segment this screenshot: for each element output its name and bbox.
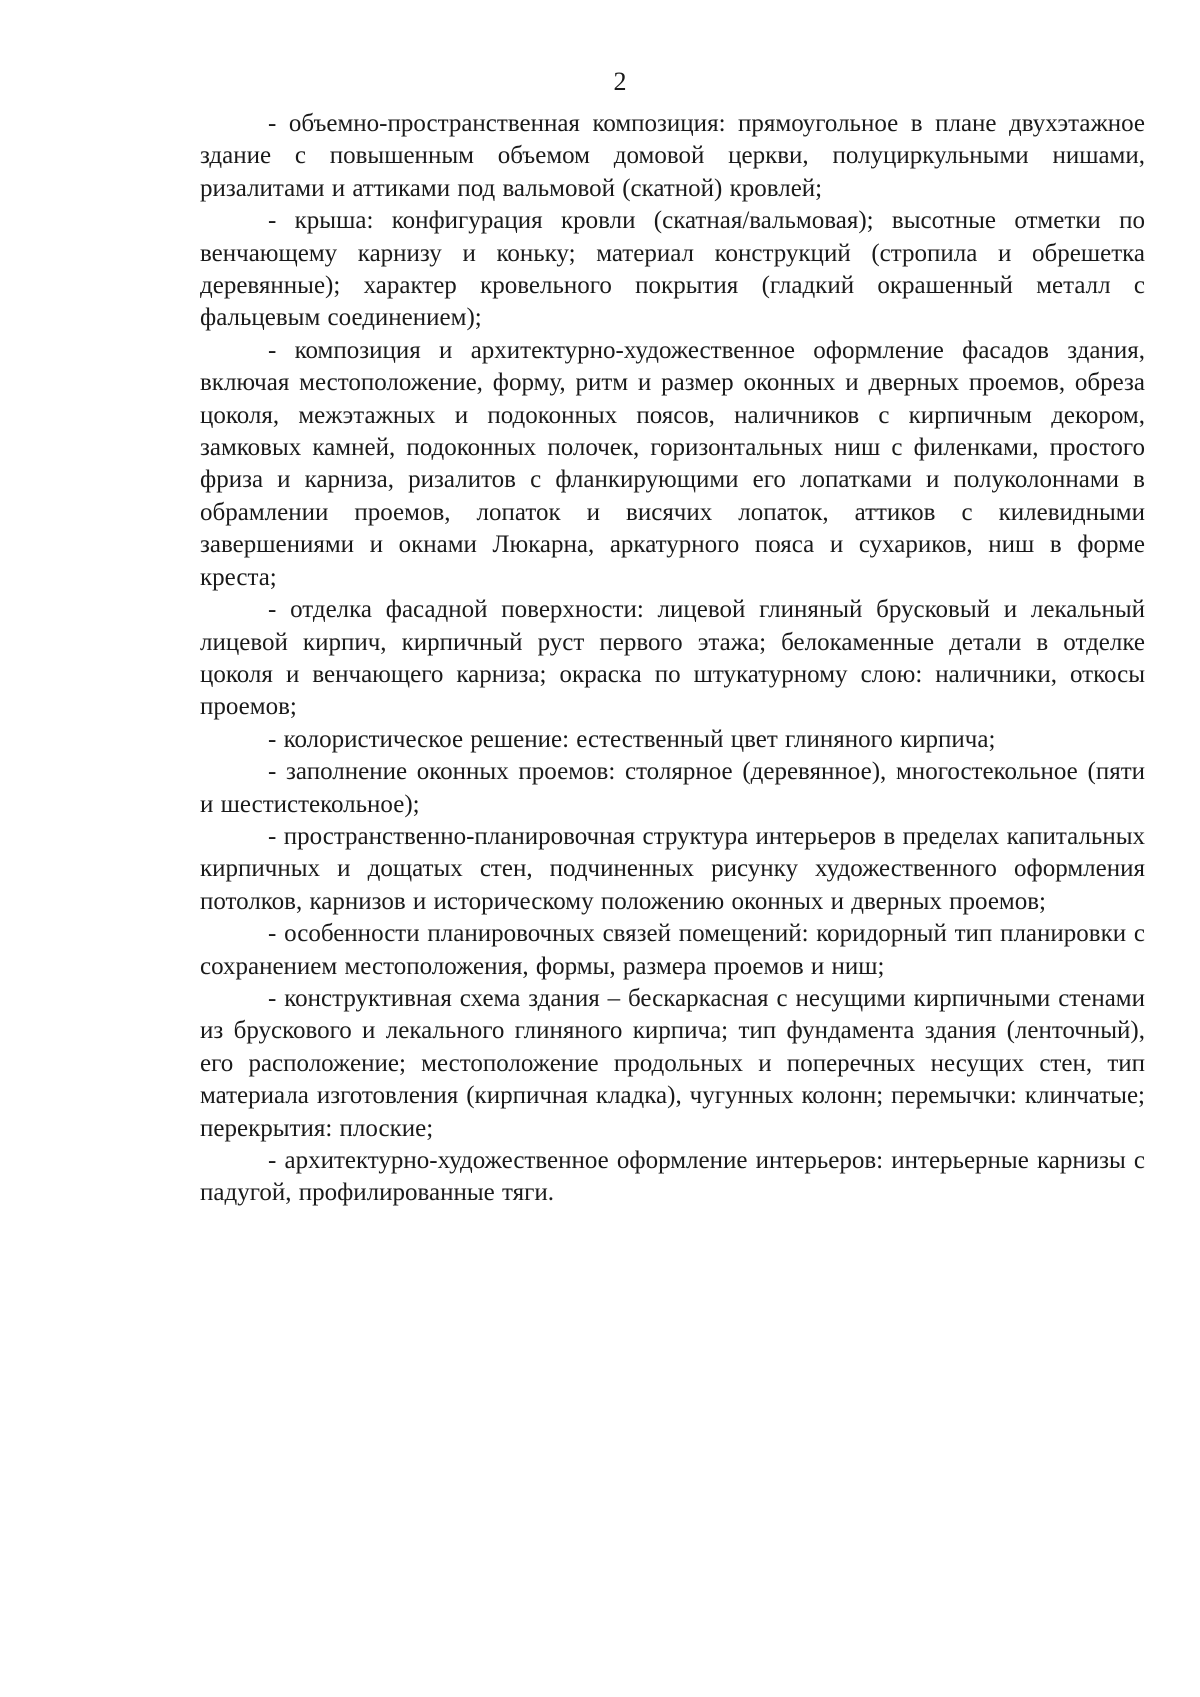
paragraph-window-filling: - заполнение оконных проемов: столярное (деревянное), многостекольное (пяти и шестистекольное);	[200, 758, 1145, 818]
paragraph-planning-links: - особенности планировочных связей помещений: коридорный тип планировки с сохранением местоположения, формы, размера проемов и ниш;	[200, 920, 1145, 980]
paragraph-color-scheme: - колористическое решение: естественный цвет глиняного кирпича;	[268, 725, 996, 753]
paragraph-structural-scheme: - конструктивная схема здания – бескаркасная с несущими кирпичными стенами из брускового и лекального глиняного кирпича; тип фундамента здания (ленточный), его расположение; местоположение продольных и поперечных несущих стен, тип материала изготовления (кирпичная кладка), чугунных колонн; перемычки: клинчатые; перекрытия: плоские;	[200, 984, 1145, 1142]
document-body	[200, 108, 1145, 1210]
paragraph-facade-composition: - композиция и архитектурно-художественное оформление фасадов здания, включая местоположение, форму, ритм и размер оконных и дверных проемов, обреза цоколя, межэтажных и подоконных поясов, наличников с кирпичным декором, замковых камней, подоконных полочек, горизонтальных ниш с филенками, простого фриза и карниза, ризалитов с фланкирующими его лопатками и полуколоннами в обрамлении проемов, лопаток и висячих лопаток, аттиков с килевидными завершениями и окнами Люкарна, аркатурного пояса и сухариков, ниш в форме креста;	[200, 336, 1145, 591]
paragraph-facade-finish: - отделка фасадной поверхности: лицевой глиняный брусковый и лекальный лицевой кирпич, кирпичный руст первого этажа; белокаменные детали в отделке цоколя и венчающего карниза; окраска по штукатурному слою: наличники, откосы проемов;	[200, 596, 1145, 721]
paragraph-roof: - крыша: конфигурация кровли (скатная/вальмовая); высотные отметки по венчающему карнизу и коньку; материал конструкций (стропила и обрешетка деревянные); характер кровельного покрытия (гладкий окрашенный металл с фальцевым соединением);	[200, 207, 1145, 332]
paragraph-interior-structure: - пространственно-планировочная структура интерьеров в пределах капитальных кирпичных и дощатых стен, подчиненных рисунку художественного оформления потолков, карнизов и историческому положению оконных и дверных проемов;	[200, 822, 1145, 915]
page-number: 2	[613, 67, 627, 96]
paragraph-interior-decoration: - архитектурно-художественное оформление интерьеров: интерьерные карнизы с падугой, профилированные тяги.	[200, 1147, 1145, 1207]
paragraph-volumetric-composition: - объемно-пространственная композиция: прямоугольное в плане двухэтажное здание с повышенным объемом домовой церкви, полуциркульными нишами, ризалитами и аттиками под вальмовой (скатной) кровлей;	[200, 110, 1145, 202]
